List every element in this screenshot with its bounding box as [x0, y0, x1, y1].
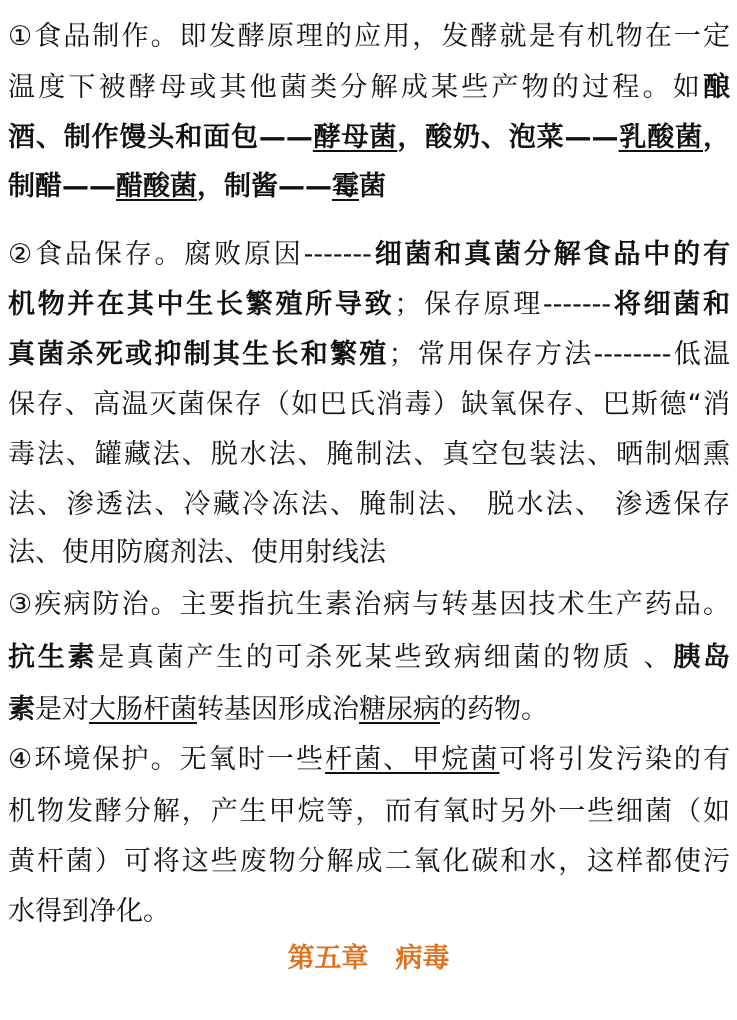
- text-segment: ③疾病防治。主要指抗生素治病与转基因技术生产药品。: [8, 589, 730, 620]
- paragraph-1-line: [8, 162, 730, 212]
- bold-text: ，制酱——: [197, 171, 332, 202]
- text-segment: 的药物。: [440, 694, 548, 725]
- underlined-term: 乳酸菌: [618, 122, 704, 153]
- text-segment: 可将引发污染的有: [499, 744, 731, 775]
- paragraph-2-line: [8, 380, 730, 430]
- bold-text: 菌: [359, 171, 386, 202]
- text-segment: 黄杆菌）可将这些废物分解成二氧化碳和水，这样都使污: [8, 846, 730, 877]
- text-segment: 是对: [35, 694, 89, 725]
- paragraph-1-line: [8, 63, 730, 113]
- paragraph-3-line: [8, 580, 730, 630]
- bold-text: 机物并在其中生长繁殖所导致: [8, 289, 395, 320]
- underlined-term: 酵母菌: [312, 122, 398, 153]
- paragraph-3-line: [8, 685, 730, 735]
- text-segment: 保存、高温灭菌保存（如巴氏消毒）缺氧保存、巴斯德“消: [8, 389, 730, 420]
- text-segment: ；常用保存方法--------低温: [388, 339, 730, 370]
- bold-text: ，酸奶、泡菜——: [397, 122, 619, 153]
- bold-text: 胰岛: [673, 642, 731, 673]
- bold-text: 制醋——: [8, 171, 116, 202]
- bold-text: ，: [703, 122, 731, 153]
- paragraph-2-line: [8, 528, 730, 578]
- paragraph-2-line: [8, 330, 730, 380]
- text-segment: 机物发酵分解，产生甲烷等，而有氧时另外一些细菌（如: [8, 796, 730, 827]
- paragraph-1-line: [8, 12, 730, 62]
- bold-text: 将细菌和: [611, 289, 731, 320]
- bold-text: 真菌杀死或抑制其生长和繁殖: [8, 339, 389, 370]
- paragraph-2-line: [8, 230, 730, 280]
- bold-text: 细菌和真菌分解食品中的有: [371, 239, 731, 270]
- paragraph-4-line: [8, 837, 730, 887]
- bold-text: 酒、制作馒头和面包——: [8, 122, 313, 153]
- bold-text: 抗生素: [8, 642, 98, 673]
- underlined-term: 杆菌、甲烷菌: [325, 744, 500, 775]
- paragraph-4-line: [8, 887, 730, 937]
- paragraph-2-line: [8, 430, 730, 480]
- chapter-heading: 第五章 病毒: [287, 943, 450, 974]
- text-segment: ②食品保存。腐败原因-------: [8, 239, 372, 270]
- text-segment: ；保存原理-------: [394, 289, 612, 320]
- text-segment: 转基因形成治: [197, 694, 359, 725]
- paragraph-1-line: [8, 113, 730, 163]
- text-segment: 法、使用防腐剂法、使用射线法: [8, 537, 386, 568]
- paragraph-2-line: [8, 480, 730, 530]
- text-segment: 法、渗透法、冷藏冷冻法、腌制法、 脱水法、 渗透保存: [8, 489, 730, 520]
- text-segment: 是真菌产生的可杀死某些致病细菌的物质 、: [97, 642, 674, 673]
- underlined-term: 霉: [332, 171, 359, 202]
- underlined-term: 醋酸菌: [116, 171, 197, 202]
- text-segment: 毒法、罐藏法、脱水法、腌制法、真空包装法、晒制烟熏: [8, 439, 730, 470]
- paragraph-4-line: [8, 735, 730, 785]
- text-segment: ④环境保护。无氧时一些: [8, 744, 326, 775]
- bold-text: 酿: [703, 72, 730, 103]
- paragraph-3-line: [8, 633, 730, 683]
- paragraph-4-line: [8, 787, 730, 837]
- text-segment: 水得到净化。: [8, 896, 170, 927]
- text-segment: 温度下被酵母或其他菌类分解成某些产物的过程。如: [8, 72, 703, 103]
- underlined-term: 糖尿病: [359, 694, 440, 725]
- underlined-term: 大肠杆菌: [89, 694, 197, 725]
- paragraph-2-line: [8, 280, 730, 330]
- text-segment: ①食品制作。即发酵原理的应用，发酵就是有机物在一定: [8, 21, 730, 52]
- bold-text: 素: [8, 694, 35, 725]
